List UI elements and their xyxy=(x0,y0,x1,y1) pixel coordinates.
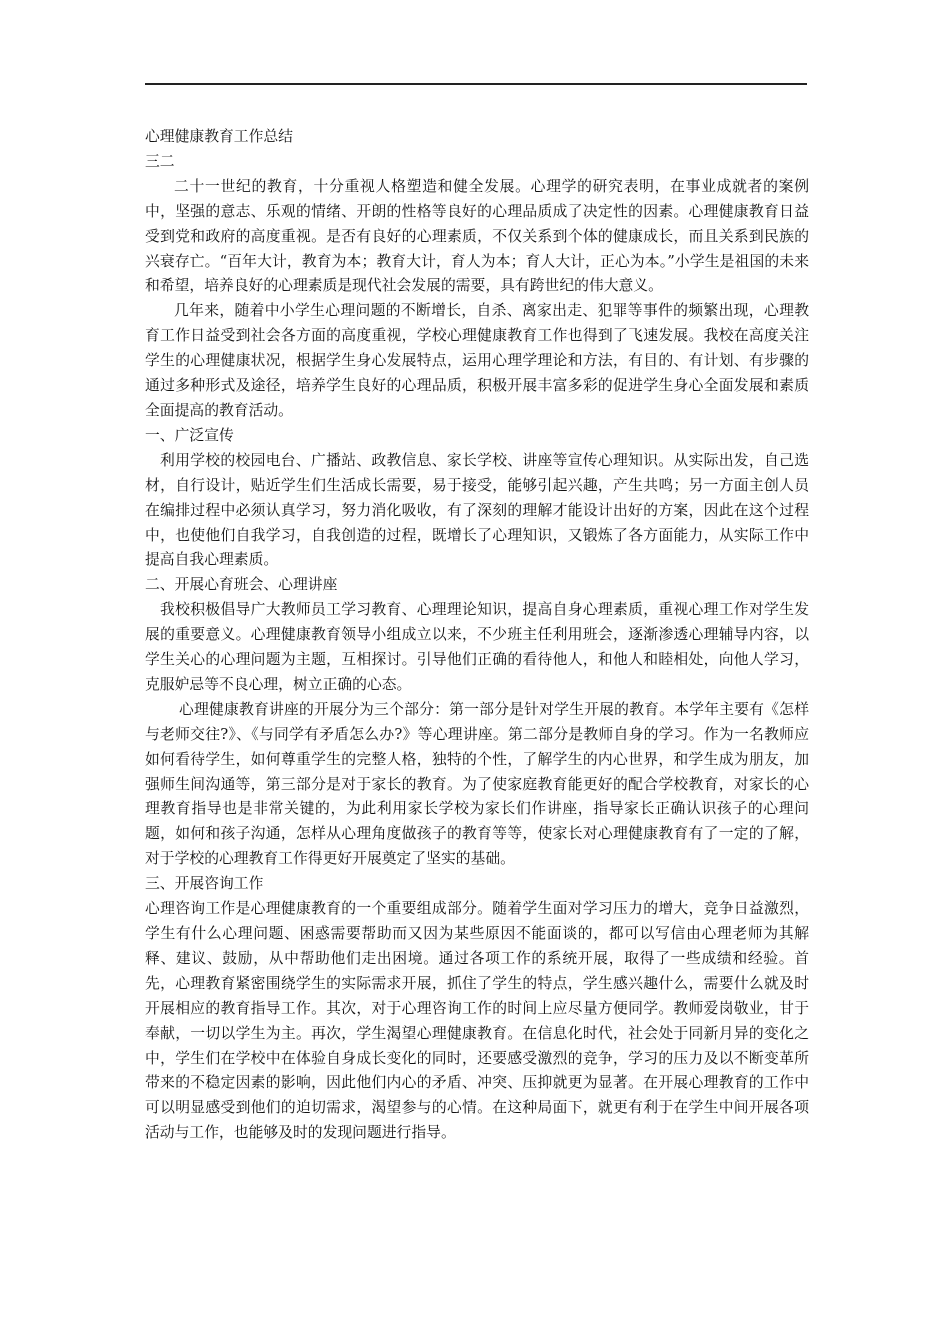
document-title: 心理健康教育工作总结 xyxy=(145,128,293,145)
document-subtitle: 三二 xyxy=(145,152,175,170)
section-2-heading: 二、开展心育班会、心理讲座 xyxy=(145,576,338,594)
intro-paragraph-1: 二十一世纪的教育，十分重视人格塑造和健全发展。心理学的研究表明，在事业成就者的案例中，坚强的意志、乐观的情绪、开朗的性格等良好的心理品质成了决定性的因素。心理健康教育日益受到党和政府的高度重视。是否有良好的心理素质，不仅关系到个体的健康成长，而且关系到民族的兴衰存亡。“百年大计，教育为本；教育大计，育人为本；育人大计，正心为本。”小学生是祖国的未来和希望，培养良好的心理素质是现代社会发展的需要，具有跨世纪的伟大意义。 xyxy=(145,177,809,295)
header-rule xyxy=(145,83,807,85)
intro-paragraph-2: 几年来，随着中小学生心理问题的不断增长，自杀、离家出走、犯罪等事件的频繁出现，心理教育工作日益受到社会各方面的高度重视，学校心理健康教育工作也得到了飞速发展。我校在高度关注学生的心理健康状况，根据学生身心发展特点，运用心理学理论和方法，有目的、有计划、有步骤的通过多种形式及途径，培养学生良好的心理品质，积极开展丰富多彩的促进学生身心全面发展和素质全面提高的教育活动。 xyxy=(145,302,809,419)
section-2-paragraph-1: 我校积极倡导广大教师员工学习教育、心理理论知识，提高自身心理素质，重视心理工作对学生发展的重要意义。心理健康教育领导小组成立以来，不少班主任利用班会，逐渐渗透心理辅导内容，以学生关心的心理问题为主题，互相探讨。引导他们正确的看待他人，和他人和睦相处，向他人学习，克服妒忌等不良心理，树立正确的心态。 xyxy=(145,601,809,693)
section-2-paragraph-2: 心理健康教育讲座的开展分为三个部分：第一部分是针对学生开展的教育。本学年主要有《怎样与老师交往?》、《与同学有矛盾怎么办?》等心理讲座。第二部分是教师自身的学习。作为一名教师应如何看待学生，如何尊重学生的完整人格，独特的个性，了解学生的内心世界，和学生成为朋友，加强师生间沟通等，第三部分是对于家长的教育。为了使家庭教育能更好的配合学校教育，对家长的心理教育指导也是非常关键的，为此利用家长学校为家长们作讲座，指导家长正确认识孩子的心理问题，如何和孩子沟通，怎样从心理角度做孩子的教育等等，使家长对心理健康教育有了一定的了解，对于学校的心理教育工作得更好开展奠定了坚实的基础。 xyxy=(145,700,809,868)
section-3-paragraph: 心理咨询工作是心理健康教育的一个重要组成部分。随着学生面对学习压力的增大，竞争日益激烈，学生有什么心理问题、困惑需要帮助而又因为某些原因不能面谈的，都可以写信由心理老师为其解释、建议、鼓励，从中帮助他们走出困境。通过各项工作的系统开展，取得了一些成绩和经验。首先，心理教育紧密围绕学生的实际需求开展，抓住了学生的特点，学生感兴趣什么，需要什么就及时开展相应的教育指导工作。其次，对于心理咨询工作的时间上应尽量方便同学。教师爱岗敬业，甘于奉献，一切以学生为主。再次，学生渴望心理健康教育。在信息化时代，社会处于同新月异的变化之中，学生们在学校中在体验自身成长变化的同时，还要感受激烈的竞争，学习的压力及以不断变革所带来的不稳定因素的影响，因此他们内心的矛盾、冲突、压抑就更为显著。在开展心理教育的工作中可以明显感受到他们的迫切需求，渴望参与的心情。在这种局面下，就更有利于在学生中间开展各项活动与工作，也能够及时的发现问题进行指导。 xyxy=(145,900,809,1142)
document-body xyxy=(145,125,809,1146)
section-3-heading: 三、开展咨询工作 xyxy=(145,875,264,893)
section-1-paragraph: 利用学校的校园电台、广播站、政教信息、家长学校、讲座等宣传心理知识。从实际出发，自己选材，自行设计，贴近学生们生活成长需要，易于接受，能够引起兴趣，产生共鸣；另一方面主创人员在编排过程中必须认真学习，努力消化吸收，有了深刻的理解才能设计出好的方案，因此在这个过程中，也使他们自我学习，自我创造的过程，既增长了心理知识，又锻炼了各方面能力，从实际工作中提高自我心理素质。 xyxy=(145,451,809,569)
section-1-heading: 一、广泛宣传 xyxy=(145,426,234,444)
